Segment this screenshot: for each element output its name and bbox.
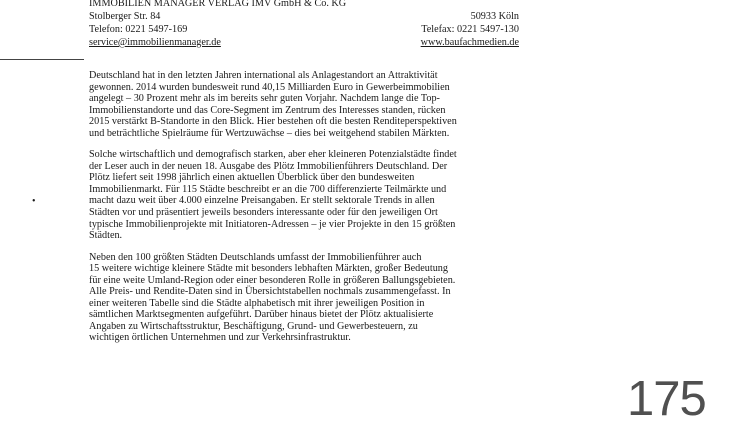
paragraph-line: gewonnen. 2014 wurden bundesweit rund 40,15 Milliarden Euro in Gewerbeimmobilien <box>89 81 450 93</box>
paragraph-line: wichtigen örtlichen Unternehmen und zur Verkehrsinfrastruktur. <box>89 332 351 344</box>
paragraph-line: Städten vor und präsentiert jeweils besonders interessante oder für den jeweiligen Ort <box>89 207 438 219</box>
paragraph-city-coverage <box>89 252 519 344</box>
paragraph-line: der Leser auch in der neuen 18. Ausgabe des Plötz Immobilienführers Deutschland. Der <box>89 160 448 172</box>
paragraph-line: Alle Preis- und Rendite-Daten sind in Übersichtstabellen nochmals zusammengefasst. In <box>89 286 451 298</box>
street-address: Stolberger Str. 84 <box>89 11 161 22</box>
paragraph-line: Städten. <box>89 230 123 242</box>
paragraph-line: typische Immobilienprojekte mit Initiatoren-Adressen – je vier Projekte in den 15 größten <box>89 218 456 230</box>
fax-number: Telefax: 0221 5497-130 <box>421 24 519 35</box>
paragraph-line: Neben den 100 größten Städten Deutschlands umfasst der Immobilienführer auch <box>89 251 422 263</box>
publisher-header <box>89 0 519 49</box>
header-row-links <box>89 36 519 49</box>
paragraph-line: und beträchtliche Spielräume für Wertzuwächse – dies bei weitgehend stabilen Märkten. <box>89 127 450 139</box>
header-row-address <box>89 10 519 23</box>
left-divider-rule <box>0 59 84 60</box>
publisher-name: IMMOBILIEN MANAGER VERLAG IMV GmbH & Co. KG <box>89 0 347 9</box>
paragraph-line: macht dazu weit über 4.000 einzelne Preisangaben. Er stellt sektorale Trends in allen <box>89 195 435 207</box>
paragraph-investment-trend <box>89 70 519 139</box>
email-link[interactable]: service@immobilienmanager.de <box>89 37 221 48</box>
website-link[interactable]: www.baufachmedien.de <box>420 37 519 48</box>
paragraph-line: Deutschland hat in den letzten Jahren international als Anlagestandort an Attraktivität <box>89 70 438 81</box>
paragraph-line: Angaben zu Wirtschaftsstruktur, Beschäftigung, Grund- und Gewerbesteuern, zu <box>89 320 418 332</box>
paragraph-line: sämtlichen Marktsegmenten aufgeführt. Darüber hinaus bietet der Plötz aktualisierte <box>89 309 434 321</box>
paragraph-line: Plötz liefert seit 1998 jährlich einen aktuellen Überblick über den bundesweiten <box>89 172 415 184</box>
phone-number: Telefon: 0221 5497-169 <box>89 24 188 35</box>
paragraph-line: einer weiteren Tabelle sind die Städte alphabetisch mit ihrer jeweiligen Position in <box>89 297 425 309</box>
paragraph-line: 15 weitere wichtige kleinere Städte mit besonders lebhaften Märkten, großer Bedeutung <box>89 263 448 275</box>
paragraph-line: für eine weite Umland-Region oder einer besonderen Rolle in größeren Ballungsgebieten. <box>89 274 456 286</box>
paragraph-line: Immobilienstandorte und das Core-Segment im Zentrum des Interesses standen, rücken <box>89 104 446 116</box>
header-row-company <box>89 0 519 10</box>
page-number: 175 <box>627 372 706 426</box>
paragraph-line: Immobilienmarkt. Für 115 Städte beschreibt er an die 700 differenzierte Teilmärkte und <box>89 183 447 195</box>
margin-bullet: • <box>32 196 36 207</box>
header-row-phone <box>89 23 519 36</box>
body-text <box>89 70 519 354</box>
paragraph-line: angelegt – 30 Prozent mehr als im bereits sehr guten Vorjahr. Nachdem lange die Top- <box>89 93 440 105</box>
paragraph-ploetz-guide <box>89 149 519 241</box>
city-address: 50933 Köln <box>470 11 519 22</box>
paragraph-line: 2015 verstärkt B-Standorte in den Blick. Hier bestehen oft die besten Renditeperspektiven <box>89 116 457 128</box>
paragraph-line: Solche wirtschaftlich und demografisch starken, aber eher kleineren Potenzialstädte findet <box>89 149 457 161</box>
